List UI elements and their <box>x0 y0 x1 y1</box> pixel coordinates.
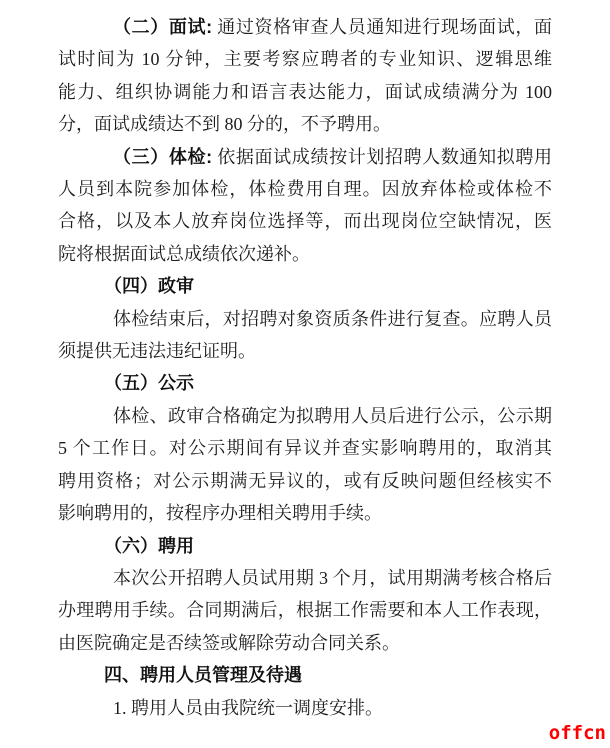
body-text-line: 影响聘用的，按程序办理相关聘用手续。 <box>58 503 382 524</box>
body-text-line: 5 个工作日。对公示期间有异议并查实影响聘用的，取消其 <box>58 438 552 459</box>
section-heading-text: （六）聘用 <box>104 535 194 556</box>
section-5-public-notice-body <box>58 400 552 530</box>
section-3-physical-exam <box>58 141 552 271</box>
body-text-line: 试时间为 10 分钟，主要考察应聘者的专业知识、逻辑思维 <box>58 49 552 70</box>
body-text-line: （三）体检: 依据面试成绩按计划招聘人数通知拟聘用 <box>113 146 553 167</box>
section-4-political-review-body <box>58 303 552 368</box>
section-heading-text: 四、聘用人员管理及待遇 <box>104 665 302 686</box>
offcn-watermark-logo: offcn <box>548 722 606 744</box>
body-text-line: 本次公开招聘人员试用期 3 个月，试用期满考核合格后 <box>113 567 552 588</box>
body-text-line: 体检、政审合格确定为拟聘用人员后进行公示，公示期 <box>113 405 552 426</box>
body-text-line: 院将根据面试总成绩依次递补。 <box>58 243 310 264</box>
body-text-line: 合格，以及本人放弃岗位选择等，而出现岗位空缺情况，医 <box>58 211 552 232</box>
body-text-line: 体检结束后，对招聘对象资质条件进行复查。应聘人员 <box>113 308 552 329</box>
chapter-4-item-1 <box>58 692 552 724</box>
body-text-line: 能力、组织协调能力和语言表达能力，面试成绩满分为 100 <box>58 81 552 102</box>
body-text-line: 人员到本院参加体检，体检费用自理。因放弃体检或体检不 <box>58 179 552 200</box>
document-body <box>58 11 552 724</box>
inline-section-heading: （三）体检: <box>113 146 213 167</box>
section-6-employment-body <box>58 562 552 659</box>
body-text-line: 须提供无违法违纪证明。 <box>58 341 256 362</box>
inline-section-heading: （二）面试: <box>113 17 213 37</box>
chapter-4-management-heading <box>58 659 552 691</box>
body-text-line: 聘用资格；对公示期满无异议的，或有反映问题但经核实不 <box>58 470 552 491</box>
body-text-line: 分，面试成绩达不到 80 分的，不予聘用。 <box>58 114 391 135</box>
body-text-line: （二）面试: 通过资格审查人员通知进行现场面试，面 <box>113 17 553 37</box>
section-2-interview <box>58 11 552 141</box>
section-heading-text: （五）公示 <box>104 373 194 394</box>
body-text-line: 办理聘用手续。合同期满后，根据工作需要和本人工作表现， <box>58 600 552 621</box>
section-5-public-notice-heading <box>58 367 552 399</box>
body-text-line: 1. 聘用人员由我院统一调度安排。 <box>113 697 383 718</box>
section-6-employment-heading <box>58 530 552 562</box>
section-4-political-review-heading <box>58 270 552 302</box>
section-heading-text: （四）政审 <box>104 276 194 297</box>
body-text-line: 由医院确定是否续签或解除劳动合同关系。 <box>58 632 400 653</box>
